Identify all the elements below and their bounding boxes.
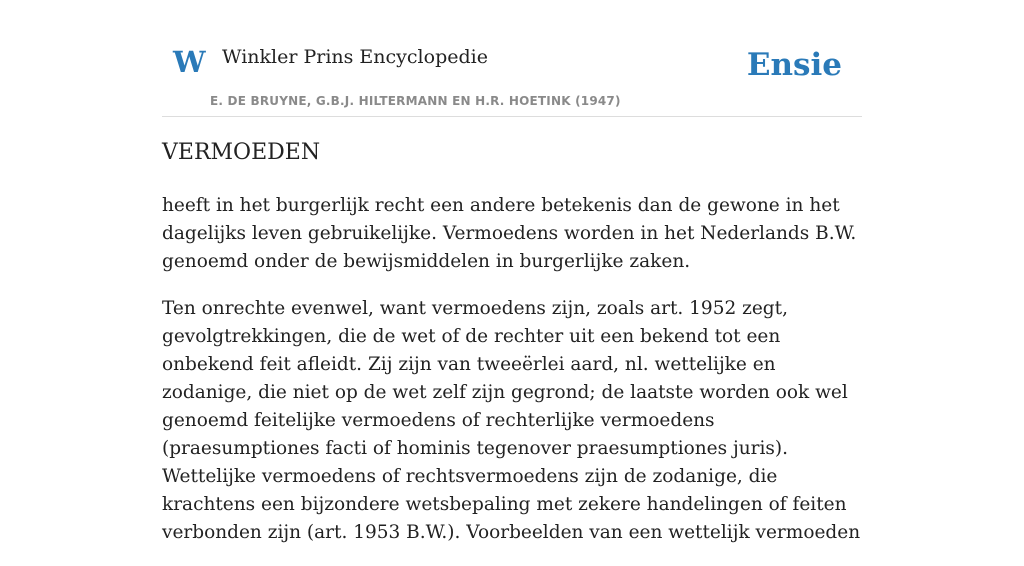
article-headword: VERMOEDEN <box>162 140 321 165</box>
article-body <box>162 192 862 566</box>
header <box>162 0 862 117</box>
article-paragraph: heeft in het burgerlijk recht een andere betekenis dan de gewone in het dagelijks leven gebruikelijke. Vermoedens worden in het Nederlands B.W. genoemd onder de bewijsmiddelen in burgerlijke zaken. <box>162 195 857 272</box>
ensie-logo[interactable]: Ensie <box>746 47 842 83</box>
article-paragraph: Ten onrechte evenwel, want vermoedens zijn, zoals art. 1952 zegt, gevolgtrekkingen, die de wet of de rechter uit een bekend tot een onbekend feit afleidt. Zij zijn van tweeërlei aard, nl. wettelijke en zodanige, die niet op de wet zelf zijn gegrond; de laatste worden ook wel genoemd feitelijke vermoedens of rechterlijke vermoedens (praesumptiones facti of hominis tegenover praesumptiones juris). Wettelijke vermoedens of rechtsvermoedens zijn de zodanige, die krachtens een bijzondere wetsbepaling met zekere handelingen of feiten verbonden zijn (art. 1953 B.W.). Voorbeelden van een wettelijk vermoeden <box>162 298 861 543</box>
publication-logo[interactable]: W <box>173 45 206 79</box>
publication-authors: E. DE BRUYNE, G.B.J. HILTERMANN EN H.R. HOETINK (1947) <box>210 94 621 108</box>
publication-title[interactable]: Winkler Prins Encyclopedie <box>222 46 488 68</box>
